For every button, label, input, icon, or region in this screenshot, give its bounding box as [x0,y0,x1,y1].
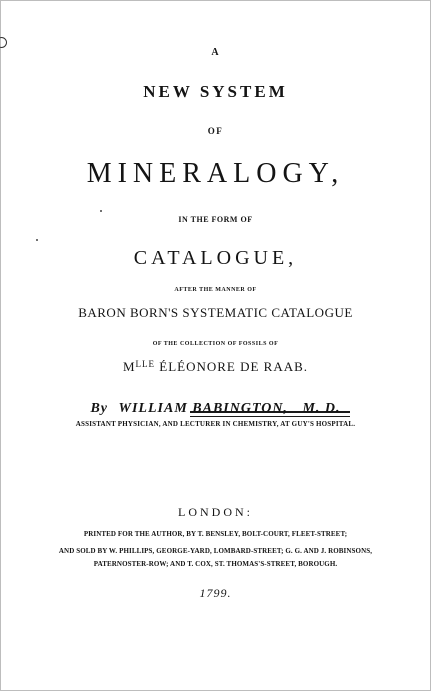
owner-name: ÉLÉONORE DE RAAB. [159,359,309,374]
imprint-printed-for: PRINTED FOR THE AUTHOR, BY T. BENSLEY, BOLT-COURT, FLEET-STREET; [83,530,348,538]
author-name: WILLIAM BABINGTON, [118,401,288,416]
author-line [0,401,431,417]
owner-prefix: M [122,359,136,374]
baron-born-line: BARON BORN'S SYSTEMATIC CATALOGUE [78,305,353,320]
title-line-1: NEW SYSTEM [143,82,288,101]
title-article: A [211,47,220,58]
title-of: OF [207,126,224,136]
ink-speck [100,210,102,212]
imprint-sold-by: AND SOLD BY W. PHILLIPS, GEORGE-YARD, LOMBARD-STREET; G. G. AND J. ROBINSONS, [58,547,373,555]
collection-of: OF THE COLLECTION OF FOSSILS OF [152,341,279,347]
imprint-year: 1799. [199,586,232,600]
author-degree: M. D. [302,401,341,416]
ink-speck [36,239,38,241]
imprint-sold-by-cont: PATERNOSTER-ROW; AND T. COX, ST. THOMAS'S-STREET, BOROUGH. [93,560,338,568]
in-the-form-of: IN THE FORM OF [178,215,253,224]
title-line-2: MINERALOGY, [86,158,345,189]
author-position: ASSISTANT PHYSICIAN, AND LECTURER IN CHEMISTRY, AT GUY'S HOSPITAL. [75,420,356,428]
catalogue-title: CATALOGUE, [133,247,298,269]
owner-superscript: LLE [135,359,155,369]
author-by: By [90,401,109,416]
imprint-city: LONDON: [178,505,253,519]
owner-line [0,359,431,375]
after-the-manner: AFTER THE MANNER OF [174,287,257,293]
